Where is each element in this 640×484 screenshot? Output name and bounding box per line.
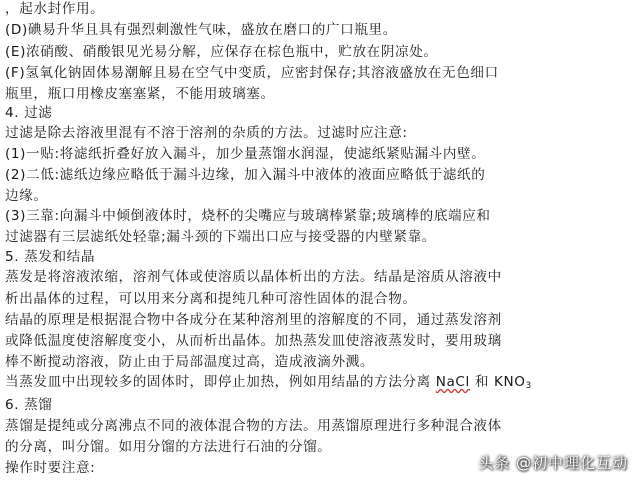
text-line: 瓶里，瓶口用橡皮塞塞紧，不能用玻璃塞。 bbox=[5, 86, 275, 102]
text-line: 过滤是除去溶液里混有不溶于溶剂的杂质的方法。过滤时应注意: bbox=[5, 125, 408, 141]
formula-kno3-base: KNO bbox=[493, 374, 526, 390]
formula-nacl: NaCl bbox=[435, 374, 470, 390]
text-line: ，起水封作用。 bbox=[5, 1, 105, 17]
text-line: 结晶的原理是根据混合物中各成分在某种溶剂里的溶解度的不同，通过蒸发溶剂 bbox=[5, 312, 502, 328]
section-heading: 5. 蒸发和结晶 bbox=[5, 249, 96, 265]
text-line: (E)浓硝酸、硝酸银见光易分解，应保存在棕色瓶中，贮放在阴凉处。 bbox=[5, 44, 438, 60]
text-line: 边缘。 bbox=[5, 188, 48, 204]
section-heading: 6. 蒸馏 bbox=[5, 397, 53, 413]
text-line: 蒸馏是提纯或分离沸点不同的液体混合物的方法。用蒸馏原理进行多种混合液体 bbox=[5, 418, 502, 434]
text-line: (D)碘易升华且具有强烈刺激性气味，盛放在磨口的广口瓶里。 bbox=[5, 22, 397, 38]
text-line: 棒不断搅动溶液，防止由于局部温度过高，造成液滴外溅。 bbox=[5, 354, 375, 370]
text-line: 或降低温度使溶解度变小，从而析出晶体。加热蒸发皿使溶液蒸发时，要用玻璃 bbox=[5, 333, 502, 349]
formula-kno3 bbox=[494, 374, 532, 390]
formula-kno3-subscript: 3 bbox=[525, 381, 532, 391]
text-line: (2)二低:滤纸边缘应略低于漏斗边缘，加入漏斗中液体的液面应略低于滤纸的 bbox=[5, 167, 486, 183]
text-line: 过滤器有三层滤纸处轻靠;漏斗颈的下端出口应与接受器的内壁紧靠。 bbox=[5, 229, 436, 245]
text-line: 操作时要注意: bbox=[5, 460, 96, 476]
section-heading: 4. 过滤 bbox=[5, 105, 53, 121]
text-line: (3)三靠:向漏斗中倾倒液体时，烧杯的尖嘴应与玻璃棒紧靠;玻璃棒的底端应和 bbox=[5, 208, 491, 224]
text-line: 的分离，叫分馏。如用分馏的方法进行石油的分馏。 bbox=[5, 439, 332, 455]
watermark: 头条 @初中理化互动 bbox=[478, 454, 628, 472]
text-line: (1)一贴:将滤纸折叠好放入漏斗，加少量蒸馏水润湿，使滤纸紧贴漏斗内壁。 bbox=[5, 146, 486, 162]
text-line: 析出晶体的过程，可以用来分离和提纯几种可溶性固体的混合物。 bbox=[5, 291, 417, 307]
text-segment: 和 bbox=[474, 374, 490, 390]
text-segment: 当蒸发皿中出现较多的固体时，即停止加热，例如用结晶的方法分离 bbox=[5, 374, 431, 390]
text-line: 蒸发是将溶液浓缩，溶剂气体或使溶质以晶体析出的方法。结晶是溶质从溶液中 bbox=[5, 269, 502, 285]
text-line: (F)氢氧化钠固体易潮解且易在空气中变质，应密封保存;其溶液盛放在无色细口 bbox=[5, 65, 499, 81]
text-line bbox=[5, 373, 532, 391]
